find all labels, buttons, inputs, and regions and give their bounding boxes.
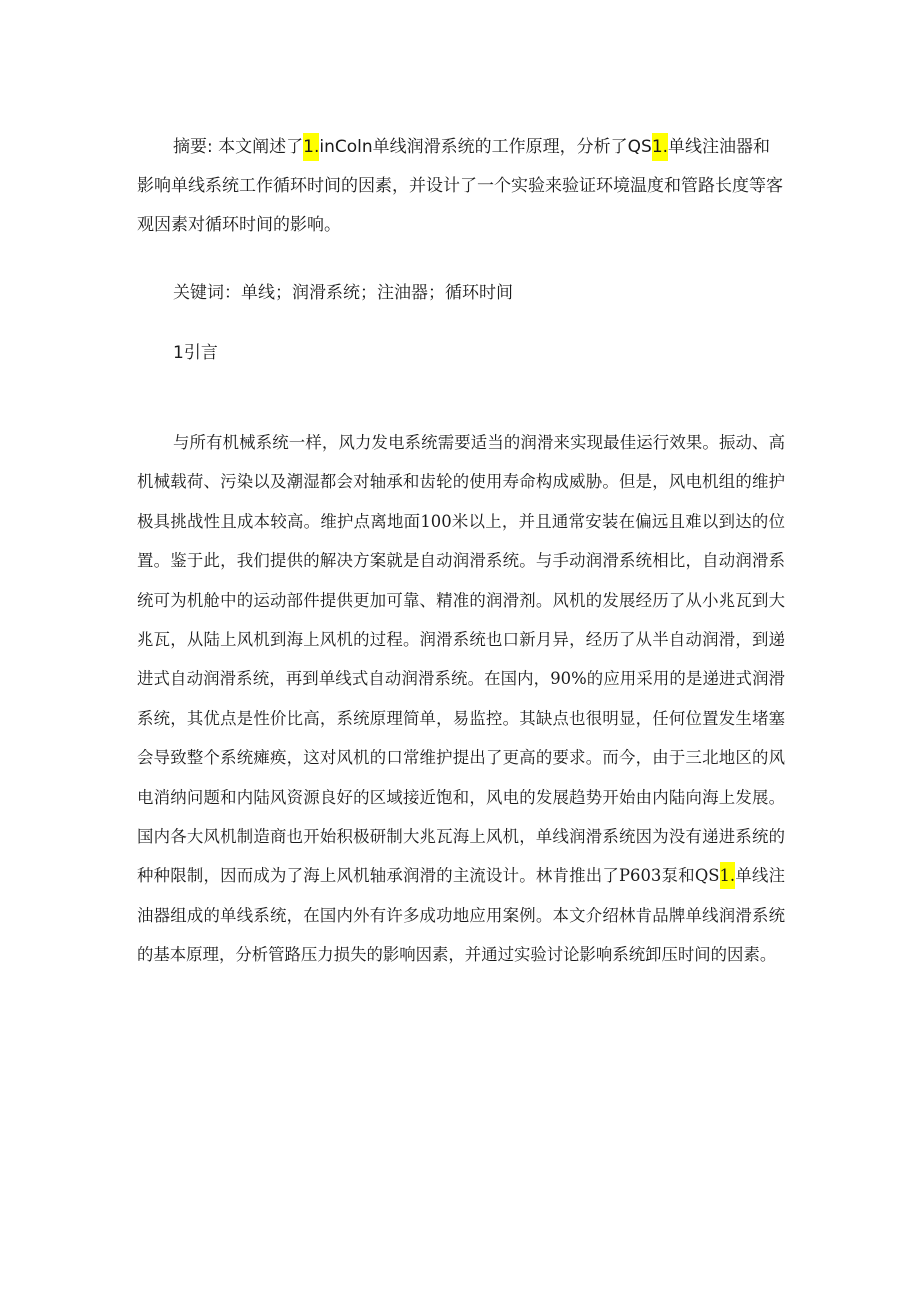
abstract-paragraph xyxy=(137,128,785,245)
body-text-2: 单线注油器组成的单线系统，在国内外有许多成功地应用案例。本文介绍林肯品牌单线润滑系统的基本原理，分析管路压力损失的影响因素，并通过实验讨论影响系统卸压时间的因素。 xyxy=(137,866,786,965)
body-paragraph xyxy=(137,423,785,975)
highlight-mark: 1. xyxy=(720,862,736,889)
section-heading: 1引言 xyxy=(173,343,218,363)
body-text-1: 与所有机械系统一样，风力发电系统需要适当的润滑来实现最佳运行效果。振动、高机械载荷、污染以及潮湿都会对轴承和齿轮的使用寿命构成威胁。但是，风电机组的维护极具挑战性且成本较高。维护点离地面100米以上，并且通常安装在偏远且难以到达的位置。鉴于此，我们提供的解决方案就是自动润滑系统。与手动润滑系统相比，自动润滑系统可为机舱中的运动部件提供更加可靠、精准的润滑剂。风机的发展经历了从小兆瓦到大兆瓦，从陆上风机到海上风机的过程。润滑系统也口新月异，经历了从半自动润滑，到递进式自动润滑系统，再到单线式自动润滑系统。在国内，90%的应用采用的是递进式润滑系统，其优点是性价比高，系统原理简单，易监控。其缺点也很明显，任何位置发生堵塞会导致整个系统瘫痪，这对风机的口常维护提出了更高的要求。而今，由于三北地区的风电消纳问题和内陆风资源良好的区域接近饱和，风电的发展趋势开始由内陆向海上发展。国内各大风机制造商也开始积极研制大兆瓦海上风机，单线润滑系统因为没有递进系统的种种限制，因而成为了海上风机轴承润滑的主流设计。林肯推出了P603泵和QS xyxy=(137,433,785,886)
highlight-mark: 1. xyxy=(652,133,668,161)
abstract-text-1: 本文阐述了 xyxy=(212,137,304,157)
abstract-label: 摘要: xyxy=(173,137,213,157)
abstract-text-2: inColn单线润滑系统的工作原理，分析了QS xyxy=(319,137,652,157)
abstract-text-3: 单线注油器和影响单线系统工作循环时间的因素，并设计了一个实验来验证环境温度和管路长度等客观因素对循环时间的影响。 xyxy=(137,137,783,235)
keywords-line: 关键词：单线；润滑系统；注油器；循环时间 xyxy=(173,283,513,303)
highlight-mark: 1. xyxy=(303,133,319,161)
